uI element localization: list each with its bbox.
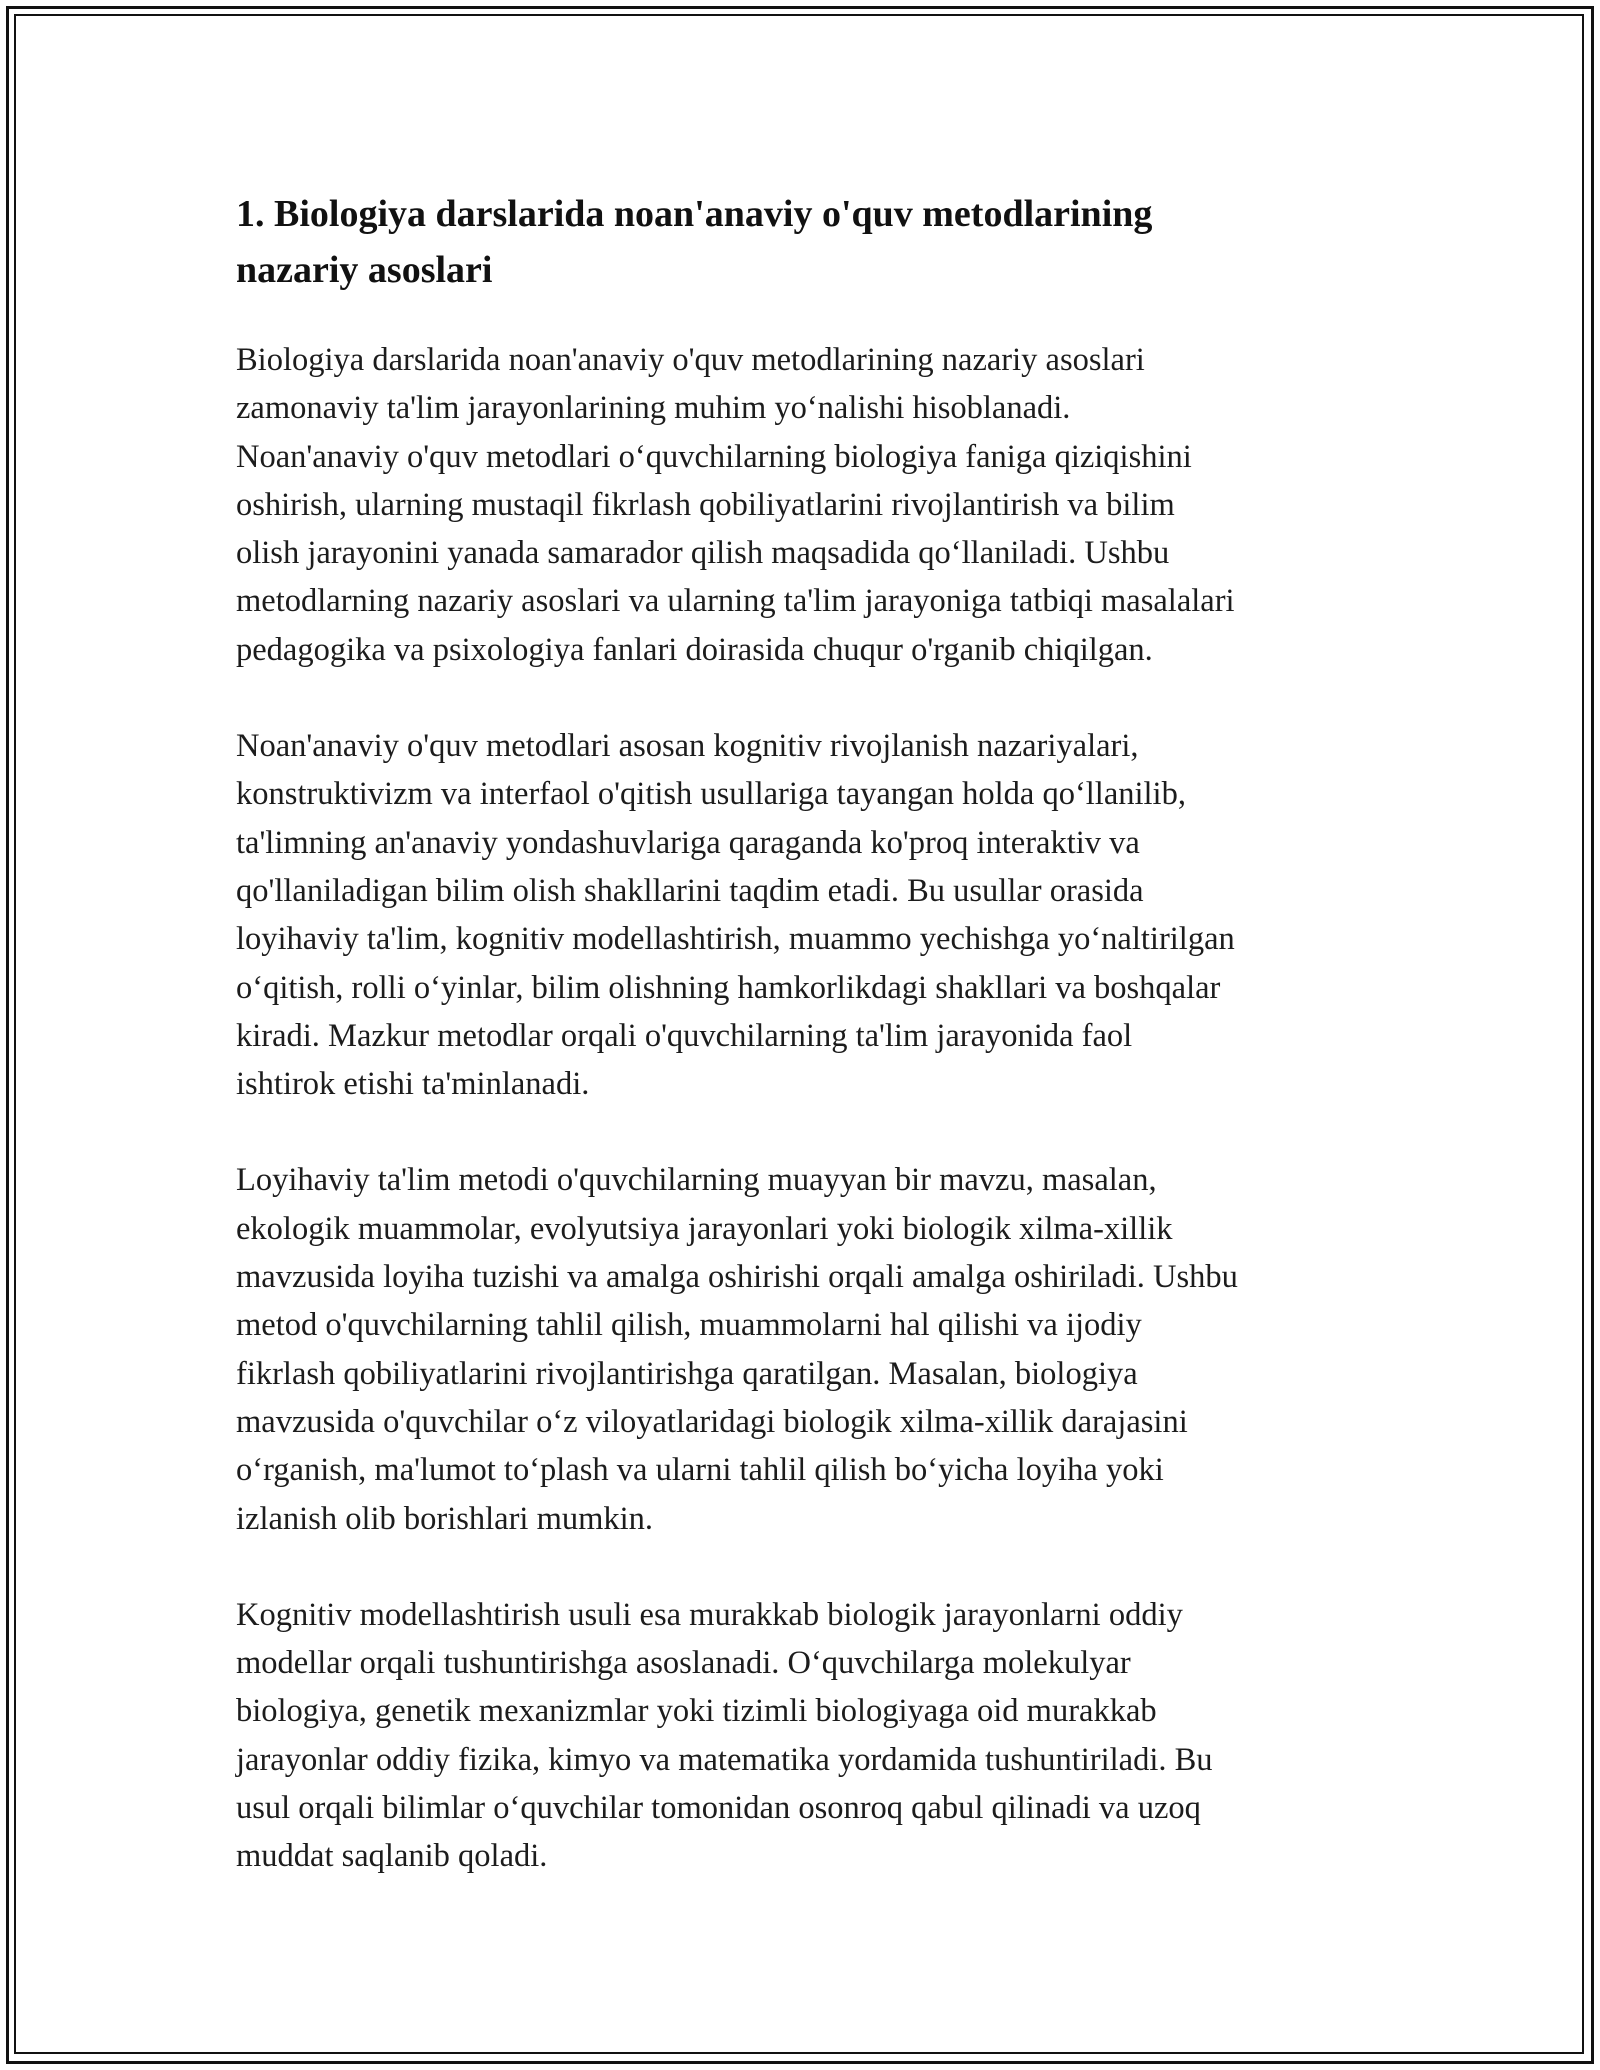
document-body [236,186,1376,1929]
section-heading: 1. Biologiya darslarida noan'anaviy o'quv metodlarining nazariy asoslari [236,193,1153,291]
paragraph: Kognitiv modellashtirish usuli esa murakkab biologik jarayonlarni oddiy modellar orqali tushuntirishga asoslanadi. O‘quvchilarga molekulyar biologiya, genetik mexanizmlar yoki tizimli biologiyaga oid murakkab jarayonlar oddiy fizika, kimyo va matematika yordamida tushuntiriladi. Bu usul orqali bilimlar o‘quvchilar tomonidan osonroq qabul qilinadi va uzoq muddat saqlanib qoladi. [236,1596,1213,1875]
paragraph: Loyihaviy ta'lim metodi o'quvchilarning muayyan bir mavzu, masalan, ekologik muammolar, evolyutsiya jarayonlari yoki biologik xilma-xillik mavzusida loyiha tuzishi va amalga oshirishi orqali amalga oshiriladi. Ushbu metod o'quvchilarning tahlil qilish, muammolarni hal qilishi va ijodiy fikrlash qobiliyatlarini rivojlantirishga qaratilgan. Masalan, biologiya mavzusida o'quvchilar o‘z viloyatlaridagi biologik xilma-xillik darajasini o‘rganish, ma'lumot to‘plash va ularni tahlil qilish bo‘yicha loyiha yoki izlanish olib borishlari mumkin. [236,1162,1238,1537]
paragraph: Noan'anaviy o'quv metodlari asosan kognitiv rivojlanish nazariyalari, konstruktivizm va interfaol o'qitish usullariga tayangan holda qo‘llanilib, ta'limning an'anaviy yondashuvlariga qaraganda ko'proq interaktiv va qo'llaniladigan bilim olish shakllarini taqdim etadi. Bu usullar orasida loyihaviy ta'lim, kognitiv modellashtirish, muammo yechishga yo‘naltirilgan o‘qitish, rolli o‘yinlar, bilim olishning hamkorlikdagi shakllari va boshqalar kiradi. Mazkur metodlar orqali o'quvchilarning ta'lim jarayonida faol ishtirok etishi ta'minlanadi. [236,728,1235,1103]
paragraph: Biologiya darslarida noan'anaviy o'quv metodlarining nazariy asoslari zamonaviy ta'lim jarayonlarining muhim yo‘nalishi hisoblanadi. Noan'anaviy o'quv metodlari o‘quvchilarning biologiya faniga qiziqishini oshirish, ularning mustaqil fikrlash qobiliyatlarini rivojlantirish va bilim olish jarayonini yanada samarador qilish maqsadida qo‘llaniladi. Ushbu metodlarning nazariy asoslari va ularning ta'lim jarayoniga tatbiqi masalalari pedagogika va psixologiya fanlari doirasida chuqur o'rganib chiqilgan. [236,342,1235,668]
